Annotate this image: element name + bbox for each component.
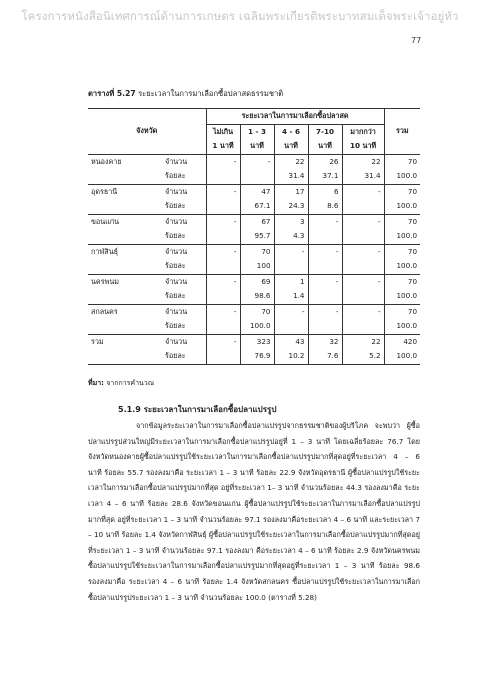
col-subheader-line1: ไม่เกิน	[212, 126, 234, 136]
total-cell: 70	[384, 244, 420, 259]
value-cell: 26	[308, 154, 342, 169]
value-cell: -	[342, 244, 384, 259]
total-cell: 70	[384, 154, 420, 169]
value-cell: -	[274, 304, 308, 319]
value-cell	[342, 289, 384, 304]
value-cell: -	[308, 214, 342, 229]
table-source	[88, 378, 154, 389]
col-subheader-line2: 10 นาที	[342, 139, 384, 154]
value-cell	[206, 349, 240, 364]
body-paragraph-text: จากข้อมูลระยะเวลาในการมาเลือกซื้อปลาแปรรูปจากธรรมชาติของผู้บริโภค จะพบว่า ผู้ซื้อปลาแปรรูปส่วนใหญ่มีระยะเวลาในการมาเลือกซื้อปลาแปรรูปอยู่ที่ 1 – 3 นาที โดยเฉลี่ยร้อยละ 76.7 โดยจังหวัดหนองคายผู้ซื้อปลาแปรรูปใช้ระยะเวลาในการมาเลือกซื้อปลาแปรรูปมากที่สุดอยู่ที่ระยะเวลา 4 – 6 นาที ร้อยละ 55.7 รองลงมาคือ ระยะเวลา 1 – 3 นาที ร้อยละ 22.9 จังหวัดอุดรธานี ผู้ซื้อปลาแปรรูปใช้ระยะเวลาในการมาเลือกซื้อปลาแปรรูปมากที่สุด อยู่ที่ระยะเวลา 1– 3 นาที จำนวนร้อยละ 44.3 รองลงมาคือ ระยะเวลา 4 – 6 นาที ร้อยละ 28.6 จังหวัดขอนแก่น ผู้ซื้อปลาแปรรูปใช้ระยะเวลาในการมาเลือกซื้อปลาแปรรูปมากที่สุด อยู่ที่ระยะเวลา 1 – 3 นาที จำนวนร้อยละ 97.1 รองลงมาคือระยะเวลา 4 – 6 นาที และระยะเวลา 7 – 10 นาที ร้อยละ 1.4 จังหวัดกาฬสินธุ์ ผู้ซื้อปลาแปรรูปใช้ระยะเวลาในการมาเลือกซื้อปลาแปรรูปมากที่สุดอยู่ที่ระยะเวลา 1 – 3 นาที จำนวนร้อยละ 97.1 รองลงมา คือระยะเวลา 4 – 6 นาที ร้อยละ 2.9 จังหวัดนครพนม ซื้อปลาแปรรูปใช้ระยะเวลาในการมาเลือกซื้อปลาแปรรูปมากที่สุดอยู่ที่ระยะเวลา 1 – 3 นาที ร้อยละ 98.6 รองลงมาคือ ระยะเวลา 4 – 6 นาที ร้อยละ 1.4 จังหวัดสกลนคร ซื้อปลาแปรรูปใช้ระยะเวลาในการมาเลือกซื้อปลาแปรรูประยะเวลา 1 – 3 นาที จำนวนร้อยละ 100.0 (ตารางที่ 5.28)	[88, 421, 420, 602]
value-cell	[308, 229, 342, 244]
value-cell: 3	[274, 214, 308, 229]
value-cell	[308, 289, 342, 304]
value-cell: -	[206, 154, 240, 169]
province-name: สกลนคร	[88, 304, 162, 319]
row-type-label: จำนวน	[162, 274, 206, 289]
value-cell	[206, 169, 240, 184]
data-table	[88, 108, 420, 365]
value-cell	[342, 229, 384, 244]
value-cell: -	[308, 304, 342, 319]
row-type-label: ร้อยละ	[162, 259, 206, 274]
col-subheader-line1: 1 - 3	[240, 124, 274, 139]
value-cell: -	[342, 274, 384, 289]
value-cell: 7.6	[308, 349, 342, 364]
value-cell: 100	[240, 259, 274, 274]
value-cell: 43	[274, 334, 308, 349]
table-row	[88, 214, 420, 229]
col-subheader-line1: 4 - 6	[274, 124, 308, 139]
value-cell	[342, 199, 384, 214]
total-cell: 100.0	[384, 319, 420, 334]
province-name: หนองคาย	[88, 154, 162, 169]
value-cell: 10.2	[274, 349, 308, 364]
total-cell: 420	[384, 334, 420, 349]
row-type-label: จำนวน	[162, 334, 206, 349]
value-cell: -	[342, 214, 384, 229]
value-cell: 323	[240, 334, 274, 349]
value-cell	[240, 169, 274, 184]
col-header-time-group: ระยะเวลาในการมาเลือกซื้อปลาสด	[206, 109, 384, 125]
value-cell: -	[206, 184, 240, 199]
value-cell	[308, 259, 342, 274]
value-cell: -	[206, 304, 240, 319]
province-name-blank	[88, 349, 162, 364]
table-row	[88, 304, 420, 319]
value-cell: -	[342, 184, 384, 199]
page-number: 77	[411, 36, 422, 45]
value-cell: 47	[240, 184, 274, 199]
province-name: อุดรธานี	[88, 184, 162, 199]
value-cell: 8.6	[308, 199, 342, 214]
province-name-blank	[88, 169, 162, 184]
table-caption-text: ระยะเวลาในการมาเลือกซื้อปลาสดธรรมชาติ	[138, 89, 284, 98]
body-paragraph	[88, 418, 420, 605]
row-type-label: จำนวน	[162, 184, 206, 199]
province-name: ขอนแก่น	[88, 214, 162, 229]
value-cell: -	[308, 274, 342, 289]
table-row	[88, 199, 420, 214]
col-subheader-line2: นาที	[274, 139, 308, 154]
col-subheader-line2: 1 นาที	[206, 139, 240, 154]
table-row	[88, 154, 420, 169]
value-cell	[308, 319, 342, 334]
value-cell: 67	[240, 214, 274, 229]
total-cell: 70	[384, 304, 420, 319]
value-cell: 76.9	[240, 349, 274, 364]
value-cell	[342, 259, 384, 274]
table-row	[88, 259, 420, 274]
value-cell	[206, 259, 240, 274]
row-type-label: ร้อยละ	[162, 229, 206, 244]
value-cell: 22	[274, 154, 308, 169]
total-cell: 100.0	[384, 199, 420, 214]
table-row	[88, 184, 420, 199]
value-cell: 24.3	[274, 199, 308, 214]
value-cell: 1.4	[274, 289, 308, 304]
value-cell: 67.1	[240, 199, 274, 214]
col-subheader-line2: นาที	[308, 139, 342, 154]
province-name: นครพนม	[88, 274, 162, 289]
value-cell	[342, 319, 384, 334]
table-row	[88, 169, 420, 184]
province-name: กาฬสินธุ์	[88, 244, 162, 259]
row-type-label: จำนวน	[162, 244, 206, 259]
row-type-label: จำนวน	[162, 154, 206, 169]
value-cell: 22	[342, 154, 384, 169]
source-text: จากการคำนวณ	[106, 379, 155, 387]
table-row	[88, 274, 420, 289]
table-row	[88, 349, 420, 364]
table-row	[88, 289, 420, 304]
value-cell: 32	[308, 334, 342, 349]
row-type-label: ร้อยละ	[162, 349, 206, 364]
row-type-label: จำนวน	[162, 214, 206, 229]
col-subheader-line2: นาที	[240, 139, 274, 154]
value-cell	[206, 289, 240, 304]
value-cell: 4.3	[274, 229, 308, 244]
province-name-blank	[88, 199, 162, 214]
value-cell: -	[342, 304, 384, 319]
row-type-label: ร้อยละ	[162, 289, 206, 304]
row-type-label: ร้อยละ	[162, 319, 206, 334]
table-caption	[88, 88, 283, 100]
value-cell: -	[206, 214, 240, 229]
row-type-label: ร้อยละ	[162, 199, 206, 214]
col-subheader-line1: 7-10	[308, 124, 342, 139]
value-cell: 22	[342, 334, 384, 349]
province-name-blank	[88, 289, 162, 304]
row-type-label: จำนวน	[162, 304, 206, 319]
total-cell: 70	[384, 184, 420, 199]
value-cell: 95.7	[240, 229, 274, 244]
value-cell: -	[274, 244, 308, 259]
value-cell: 17	[274, 184, 308, 199]
value-cell: 98.6	[240, 289, 274, 304]
value-cell	[206, 229, 240, 244]
value-cell: -	[308, 244, 342, 259]
value-cell	[206, 319, 240, 334]
col-subheader-line1: มากกว่า	[342, 124, 384, 139]
section-heading: 5.1.9 ระยะเวลาในการมาเลือกซื้อปลาแปรรูป	[118, 405, 277, 414]
table-row	[88, 334, 420, 349]
value-cell: 100.0	[240, 319, 274, 334]
value-cell: 31.4	[274, 169, 308, 184]
running-header: โครงการหนังสือนิเทศการณ์ด้านการเกษตร เฉลิมพระเกียรติพระบาทสมเด็จพระเจ้าอยู่หัว	[21, 9, 459, 23]
value-cell	[274, 259, 308, 274]
value-cell	[274, 319, 308, 334]
value-cell: 1	[274, 274, 308, 289]
value-cell: 31.4	[342, 169, 384, 184]
value-cell: 37.1	[308, 169, 342, 184]
value-cell: -	[206, 244, 240, 259]
value-cell: -	[206, 334, 240, 349]
col-header-province: จังหวัด	[88, 109, 206, 155]
table-caption-label: ตารางที่ 5.27	[88, 89, 136, 98]
value-cell: 70	[240, 244, 274, 259]
value-cell: 69	[240, 274, 274, 289]
table-row	[88, 319, 420, 334]
total-cell: 100.0	[384, 259, 420, 274]
province-name-blank	[88, 259, 162, 274]
total-cell: 70	[384, 274, 420, 289]
province-name: รวม	[88, 334, 162, 349]
total-cell: 100.0	[384, 349, 420, 364]
value-cell: 70	[240, 304, 274, 319]
col-header-total: รวม	[384, 109, 420, 155]
source-label: ที่มา:	[88, 379, 104, 387]
total-cell: 100.0	[384, 169, 420, 184]
row-type-label: ร้อยละ	[162, 169, 206, 184]
value-cell	[206, 199, 240, 214]
total-cell: 100.0	[384, 229, 420, 244]
value-cell: -	[206, 274, 240, 289]
value-cell: 5.2	[342, 349, 384, 364]
table-row	[88, 244, 420, 259]
province-name-blank	[88, 229, 162, 244]
total-cell: 70	[384, 214, 420, 229]
province-name-blank	[88, 319, 162, 334]
value-cell: 6	[308, 184, 342, 199]
value-cell: -	[240, 154, 274, 169]
total-cell: 100.0	[384, 289, 420, 304]
table-row	[88, 229, 420, 244]
